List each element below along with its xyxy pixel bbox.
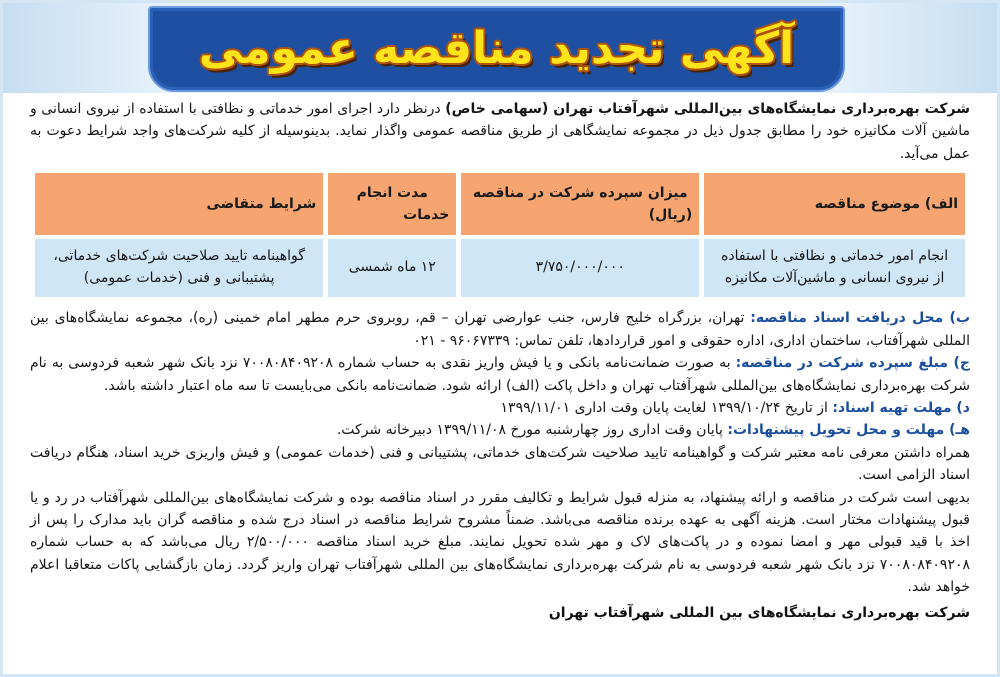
section-label: ب) محل دریافت اسناد مناقصه: <box>750 310 971 327</box>
ad-content <box>3 98 997 624</box>
intro-paragraph <box>30 98 970 165</box>
table-row <box>35 239 965 298</box>
header-deposit: میزان سپرده شرکت در مناقصه (ریال) <box>461 173 699 235</box>
section-documents-deadline <box>30 397 970 419</box>
header-band <box>3 3 997 93</box>
section-label: هـ) مهلت و محل تحویل پیشنهادات: <box>727 422 970 439</box>
ad-title: آگهی تجدید مناقصه عمومی <box>198 23 795 74</box>
section-text: به صورت ضمانت‌نامه بانکی و یا فیش واریز نقدی به حساب شماره ۷۰۰۸۰۸۴۰۹۲۰۸ نزد بانک شهر شعبه فردوسی به نام شرکت بهره‌برداری نمایشگاه‌های بین‌المللی شهرآفتاب تهران و داخل پاکت (الف) ارائه شود. ضمانت‌نامه بانکی می‌بایست تا سه ماه اعتبار داشته باشد. <box>30 355 970 394</box>
signature: شرکت بهره‌برداری نمایشگاه‌های بین المللی شهرآفتاب تهران <box>548 604 970 621</box>
conditions-note: بدیهی است شرکت در مناقصه و ارائه پیشنهاد، به منزله قبول شرایط و تکالیف مقرر در اسناد مناقصه بوده و شرکت نمایشگاه‌های بین‌المللی شهرآفتاب در رد و یا قبول پیشنهادات مختار است. هزینه آگهی به عهده برنده مناقصه می‌باشد. ضمناً مشروح شرایط مناقصه در اسناد درج شده و مناقصه گران باید مدارک را پس از اخذ با قید قبولی مهر و امضا نموده و در پاکت‌های لاک و مهر شده تحویل نمایند. مبلغ خرید اسناد مناقصه ۲/۵۰۰/۰۰۰ ریال می‌باشد که به حساب شماره ۷۰۰۸۰۸۴۰۹۲۰۸ نزد بانک شهر شعبه فردوسی به نام شرکت بهره‌برداری نمایشگاه‌های بین المللی شهرآفتاب تهران واریز گردد. زمان بازگشایی پاکات متعاقبا اعلام خواهد شد. <box>30 489 970 596</box>
header-subject: الف) موضوع مناقصه <box>704 173 965 235</box>
title-banner <box>148 6 845 92</box>
section-text: پایان وقت اداری روز چهارشنبه مورخ ۱۳۹۹/۱۱/۰۸ دبیرخانه شرکت. <box>336 422 723 439</box>
tender-table <box>30 169 970 301</box>
section-text: تهران، بزرگراه خلیج فارس، جنب عوارضی تهران – قم، روبروی حرم مطهر امام خمینی (ره)، مجموعه نمایشگاه‌های بین المللی شهرآفتاب، ساختمان اداری، اداره حقوقی و امور قراردادها، تلفن تماس: ۹۶۰۶۷۳۳۹ - ۰۲۱ <box>30 310 970 349</box>
cell-subject: انجام امور خدماتی و نظافتی با استفاده از نیروی انسانی و ماشین‌آلات مکانیزه <box>704 239 965 298</box>
section-submission <box>30 419 970 441</box>
table-header-row <box>35 173 965 235</box>
requirements-note: همراه داشتن معرفی نامه معتبر شرکت و گواهینامه تایید صلاحیت شرکت‌های خدماتی، پشتیبانی و فنی (خدمات عمومی) و فیش واریزی خرید اسناد، هنگام دریافت اسناد الزامی است. <box>30 444 970 484</box>
header-requirements: شرایط متقاضی <box>35 173 323 235</box>
section-label: د) مهلت تهیه اسناد: <box>832 400 970 417</box>
company-name: شرکت بهره‌برداری نمایشگاه‌های بین‌المللی شهرآفتاب تهران (سهامی خاص) <box>445 101 971 117</box>
header-duration: مدت انجام خدمات <box>328 173 456 235</box>
section-documents-location <box>30 307 970 352</box>
cell-deposit: ۳/۷۵۰/۰۰۰/۰۰۰ <box>461 239 699 298</box>
section-deposit <box>30 352 970 397</box>
section-label: ج) مبلغ سپرده شرکت در مناقصه: <box>735 355 970 372</box>
section-text: از تاریخ ۱۳۹۹/۱۰/۲۴ لغایت پایان وقت اداری ۱۳۹۹/۱۱/۰۱ <box>500 400 828 417</box>
intro-text: درنظر دارد اجرای امور خدماتی و نظافتی با استفاده از نیروی انسانی و ماشین آلات مکانیزه خود را مطابق جدول ذیل در مجموعه نمایشگاهی از طریق مناقصه عمومی واگذار نماید. بدینوسیله از کلیه شرکت‌های واجد شرایط دعوت به عمل می‌آید. <box>30 101 970 162</box>
cell-requirements: گواهینامه تایید صلاحیت شرکت‌های خدماتی، پشتیبانی و فنی (خدمات عمومی) <box>35 239 323 298</box>
cell-duration: ۱۲ ماه شمسی <box>328 239 456 298</box>
